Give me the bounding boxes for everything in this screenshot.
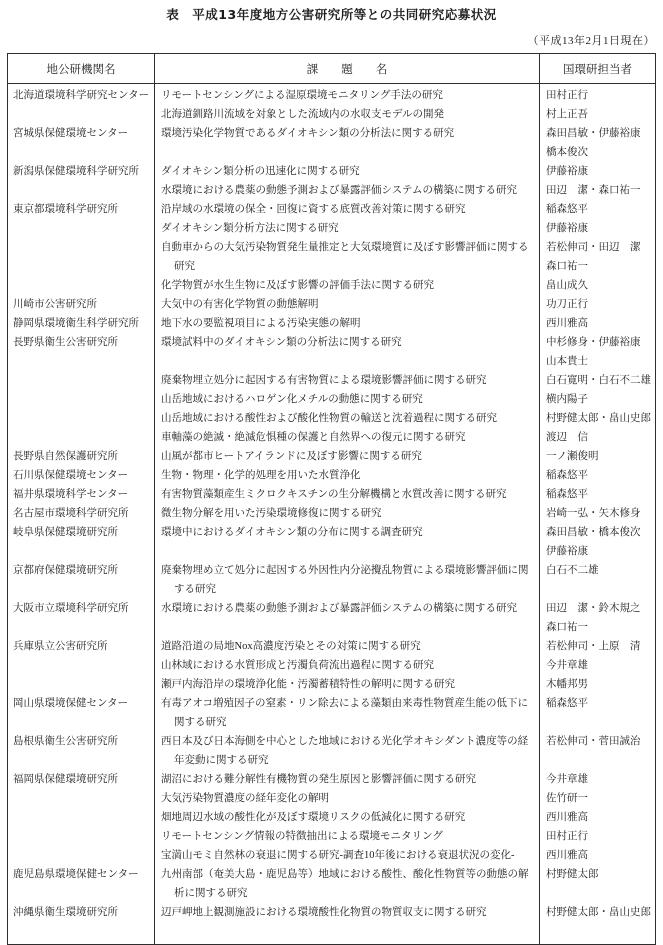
- org-cell: 宮城県保健環境センター: [8, 124, 155, 143]
- org-cell: 福岡県保健環境研究所: [8, 770, 155, 789]
- table-row: [8, 846, 656, 865]
- topic-cell: 水環境における農薬の動態予測および暴露評価システムの構築に関する研究: [155, 181, 540, 200]
- person-cell: 稲森悠平: [540, 466, 656, 485]
- person-cell: [540, 884, 656, 903]
- org-cell: [8, 276, 155, 295]
- person-cell: 伊藤裕康: [540, 219, 656, 238]
- person-cell: 白石不二雄: [540, 561, 656, 580]
- person-cell: 村野健太郎: [540, 865, 656, 884]
- topic-cell: [155, 618, 540, 637]
- table-row: [8, 713, 656, 732]
- header-row: [8, 54, 656, 84]
- topic-cell: する研究: [155, 580, 540, 599]
- table-row: [8, 447, 656, 466]
- person-cell: 若松伸司・田辺 潔: [540, 238, 656, 257]
- person-cell: [540, 580, 656, 599]
- table-row: [8, 219, 656, 238]
- person-cell: 森口祐一: [540, 257, 656, 276]
- topic-cell: 大気汚染物質濃度の経年変化の解明: [155, 789, 540, 808]
- org-cell: 北海道環境科学研究センター: [8, 84, 155, 106]
- org-cell: [8, 428, 155, 447]
- org-cell: [8, 143, 155, 162]
- topic-cell: 畑地周辺水域の酸性化が及ぼす環境リスクの低減化に関する研究: [155, 808, 540, 827]
- table-row: [8, 314, 656, 333]
- table-row: [8, 466, 656, 485]
- person-cell: 稲森悠平: [540, 200, 656, 219]
- org-cell: 長野県自然保護研究所: [8, 447, 155, 466]
- org-cell: [8, 219, 155, 238]
- table-row: [8, 238, 656, 257]
- person-cell: [540, 751, 656, 770]
- person-cell: 田村正行: [540, 84, 656, 106]
- table-row: [8, 352, 656, 371]
- org-cell: 沖縄県衛生環境研究所: [8, 903, 155, 944]
- topic-cell: 化学物質が水生生物に及ぼす影響の評価手法に関する研究: [155, 276, 540, 295]
- topic-cell: 湖沼における難分解性有機物質の発生原因と影響評価に関する研究: [155, 770, 540, 789]
- topic-cell: 関する研究: [155, 713, 540, 732]
- person-cell: 岩崎一弘・矢木修身: [540, 504, 656, 523]
- org-cell: [8, 371, 155, 390]
- topic-cell: [155, 352, 540, 371]
- org-cell: [8, 789, 155, 808]
- person-cell: 若松伸司・上原 清: [540, 637, 656, 656]
- org-cell: 静岡県環境衛生科学研究所: [8, 314, 155, 333]
- topic-cell: 環境汚染化学物質であるダイオキシン類の分析法に関する研究: [155, 124, 540, 143]
- org-cell: [8, 827, 155, 846]
- org-cell: 新潟県保健環境科学研究所: [8, 162, 155, 181]
- person-cell: 田村正行: [540, 827, 656, 846]
- topic-cell: 沿岸域の水環境の保全・回復に資する底質改善対策に関する研究: [155, 200, 540, 219]
- person-cell: 西川雅高: [540, 314, 656, 333]
- topic-cell: 北海道釧路川流域を対象とした流域内の水収支モデルの開発: [155, 105, 540, 124]
- header-topic: 課 題 名: [155, 54, 540, 84]
- table-row: [8, 656, 656, 675]
- person-cell: 畠山成久: [540, 276, 656, 295]
- topic-cell: リモートセンシングによる湿原環境モニタリング手法の研究: [155, 84, 540, 106]
- person-cell: 田辺 潔・森口祐一: [540, 181, 656, 200]
- topic-cell: 地下水の要監視項目による汚染実態の解明: [155, 314, 540, 333]
- org-cell: 石川県保健環境センター: [8, 466, 155, 485]
- table-row: [8, 162, 656, 181]
- table-row: [8, 865, 656, 884]
- topic-cell: 山林域における水質形成と汚濁負荷流出過程に関する研究: [155, 656, 540, 675]
- org-cell: [8, 105, 155, 124]
- person-cell: 中杉修身・伊藤裕康: [540, 333, 656, 352]
- person-cell: 若松伸司・菅田誠治: [540, 732, 656, 751]
- org-cell: [8, 580, 155, 599]
- table-row: [8, 390, 656, 409]
- table-row: [8, 371, 656, 390]
- topic-cell: 大気中の有害化学物質の動態解明: [155, 295, 540, 314]
- org-cell: [8, 238, 155, 257]
- org-cell: [8, 618, 155, 637]
- org-cell: 名古屋市環境科学研究所: [8, 504, 155, 523]
- table-row: [8, 84, 656, 106]
- topic-cell: 道路沿道の局地Nox高濃度汚染とその対策に関する研究: [155, 637, 540, 656]
- table-row: [8, 789, 656, 808]
- org-cell: 大阪市立環境科学研究所: [8, 599, 155, 618]
- table-row: [8, 808, 656, 827]
- person-cell: 今井章雄: [540, 770, 656, 789]
- person-cell: 森田昌敏・橋本俊次: [540, 523, 656, 542]
- table-row: [8, 333, 656, 352]
- topic-cell: 車軸藻の絶滅・絶滅危惧種の保護と自然界への復元に関する研究: [155, 428, 540, 447]
- topic-cell: 析に関する研究: [155, 884, 540, 903]
- org-cell: 長野県衛生公害研究所: [8, 333, 155, 352]
- person-cell: 山本貴士: [540, 352, 656, 371]
- org-cell: [8, 713, 155, 732]
- table-row: [8, 732, 656, 751]
- table-row: [8, 751, 656, 770]
- org-cell: [8, 352, 155, 371]
- org-cell: 川崎市公害研究所: [8, 295, 155, 314]
- table-row: [8, 124, 656, 143]
- org-cell: [8, 846, 155, 865]
- org-cell: 京都府保健環境研究所: [8, 561, 155, 580]
- table-row: [8, 257, 656, 276]
- table-row: [8, 827, 656, 846]
- org-cell: 福井県環境科学センター: [8, 485, 155, 504]
- person-cell: 村上正吾: [540, 105, 656, 124]
- org-cell: [8, 542, 155, 561]
- table-row: [8, 903, 656, 944]
- topic-cell: ダイオキシン類分析の迅速化に関する研究: [155, 162, 540, 181]
- header-person: 国環研担当者: [540, 54, 656, 84]
- org-cell: 鹿児島県環境保健センター: [8, 865, 155, 884]
- table-row: [8, 675, 656, 694]
- person-cell: 稲森悠平: [540, 694, 656, 713]
- topic-cell: 有害物質藻類産生ミクロクキスチンの生分解機構と水質改善に関する研究: [155, 485, 540, 504]
- topic-cell: 廃棄物埋め立て処分に起因する外因性内分泌攪乱物質による環境影響評価に関: [155, 561, 540, 580]
- topic-cell: 九州南部（奄美大島・鹿児島等）地域における酸性、酸化性物質等の動態の解: [155, 865, 540, 884]
- topic-cell: リモートセンシング情報の特徴抽出による環境モニタリング: [155, 827, 540, 846]
- table-row: [8, 637, 656, 656]
- table-row: [8, 561, 656, 580]
- topic-cell: 微生物分解を用いた汚染環境修復に関する研究: [155, 504, 540, 523]
- topic-cell: 有毒アオコ増殖因子の窒素・リン除去による藻類由来毒性物質産生能の低下に: [155, 694, 540, 713]
- person-cell: 稲森悠平: [540, 485, 656, 504]
- table-row: [8, 884, 656, 903]
- topic-cell: ダイオキシン類分析方法に関する研究: [155, 219, 540, 238]
- table-row: [8, 295, 656, 314]
- org-cell: [8, 257, 155, 276]
- person-cell: 西川雅高: [540, 846, 656, 865]
- topic-cell: 環境中におけるダイオキシン類の分布に関する調査研究: [155, 523, 540, 542]
- table-body: [8, 84, 656, 945]
- topic-cell: 山岳地域における酸性および酸化性物質の輸送と沈着過程に関する研究: [155, 409, 540, 428]
- table-row: [8, 143, 656, 162]
- person-cell: 田辺 潔・鈴木規之: [540, 599, 656, 618]
- table-row: [8, 618, 656, 637]
- table-row: [8, 181, 656, 200]
- topic-cell: 環境試料中のダイオキシン類の分析法に関する研究: [155, 333, 540, 352]
- topic-cell: 瀬戸内海沿岸の環境浄化能・汚濁蓄積特性の解明に関する研究: [155, 675, 540, 694]
- org-cell: [8, 390, 155, 409]
- table-header: [8, 54, 656, 84]
- person-cell: 森田昌敏・伊藤裕康: [540, 124, 656, 143]
- table-row: [8, 523, 656, 542]
- person-cell: 渡辺 信: [540, 428, 656, 447]
- person-cell: 西川雅高: [540, 808, 656, 827]
- topic-cell: 研究: [155, 257, 540, 276]
- org-cell: 東京都環境科学研究所: [8, 200, 155, 219]
- org-cell: [8, 884, 155, 903]
- topic-cell: 西日本及び日本海側を中心とした地域における光化学オキシダント濃度等の経: [155, 732, 540, 751]
- topic-cell: [155, 143, 540, 162]
- person-cell: 森口祐一: [540, 618, 656, 637]
- org-cell: 岡山県環境保健センター: [8, 694, 155, 713]
- person-cell: 横内陽子: [540, 390, 656, 409]
- org-cell: [8, 751, 155, 770]
- topic-cell: 辺戸岬地上観測施設における環境酸性化物質の物質収支に関する研究: [155, 903, 540, 944]
- org-cell: [8, 656, 155, 675]
- person-cell: [540, 713, 656, 732]
- org-cell: 島根県衛生公害研究所: [8, 732, 155, 751]
- table-row: [8, 694, 656, 713]
- topic-cell: 山風が都市ヒートアイランドに及ぼす影響に関する研究: [155, 447, 540, 466]
- org-cell: [8, 808, 155, 827]
- as-of-date: （平成13年2月1日現在）: [527, 35, 655, 47]
- person-cell: 佐竹研一: [540, 789, 656, 808]
- topic-cell: 宝満山モミ自然林の衰退に関する研究-調査10年後における衰退状況の変化-: [155, 846, 540, 865]
- topic-cell: 水環境における農薬の動態予測および暴露評価システムの構築に関する研究: [155, 599, 540, 618]
- table-row: [8, 200, 656, 219]
- topic-cell: 自動車からの大気汚染物質発生量推定と大気環境質に及ぼす影響評価に関する: [155, 238, 540, 257]
- org-cell: 兵庫県立公害研究所: [8, 637, 155, 656]
- table-row: [8, 276, 656, 295]
- topic-cell: [155, 542, 540, 561]
- table-row: [8, 542, 656, 561]
- topic-cell: 山岳地域におけるハロゲン化メチルの動態に関する研究: [155, 390, 540, 409]
- person-cell: 橋本俊次: [540, 143, 656, 162]
- person-cell: 村野健太郎・畠山史郎: [540, 409, 656, 428]
- header-org: 地公研機関名: [8, 54, 155, 84]
- document-title: 表 平成13年度地方公害研究所等との共同研究応募状況: [166, 7, 497, 22]
- research-table: [7, 53, 656, 945]
- topic-cell: 年変動に関する研究: [155, 751, 540, 770]
- org-cell: 岐阜県保健環境研究所: [8, 523, 155, 542]
- person-cell: 木幡邦男: [540, 675, 656, 694]
- person-cell: 功刀正行: [540, 295, 656, 314]
- person-cell: 伊藤裕康: [540, 542, 656, 561]
- table-row: [8, 409, 656, 428]
- person-cell: 白石寛明・白石不二雄: [540, 371, 656, 390]
- table-row: [8, 428, 656, 447]
- person-cell: 伊藤裕康: [540, 162, 656, 181]
- person-cell: 村野健太郎・畠山史郎: [540, 903, 656, 944]
- org-cell: [8, 409, 155, 428]
- topic-cell: 生物・物理・化学的処理を用いた水質浄化: [155, 466, 540, 485]
- org-cell: [8, 675, 155, 694]
- person-cell: 今井章雄: [540, 656, 656, 675]
- table-row: [8, 599, 656, 618]
- org-cell: [8, 181, 155, 200]
- table-row: [8, 485, 656, 504]
- table-row: [8, 580, 656, 599]
- person-cell: 一ノ瀬俊明: [540, 447, 656, 466]
- table-row: [8, 105, 656, 124]
- topic-cell: 廃棄物埋立処分に起因する有害物質による環境影響評価に関する研究: [155, 371, 540, 390]
- table-row: [8, 504, 656, 523]
- table-row: [8, 770, 656, 789]
